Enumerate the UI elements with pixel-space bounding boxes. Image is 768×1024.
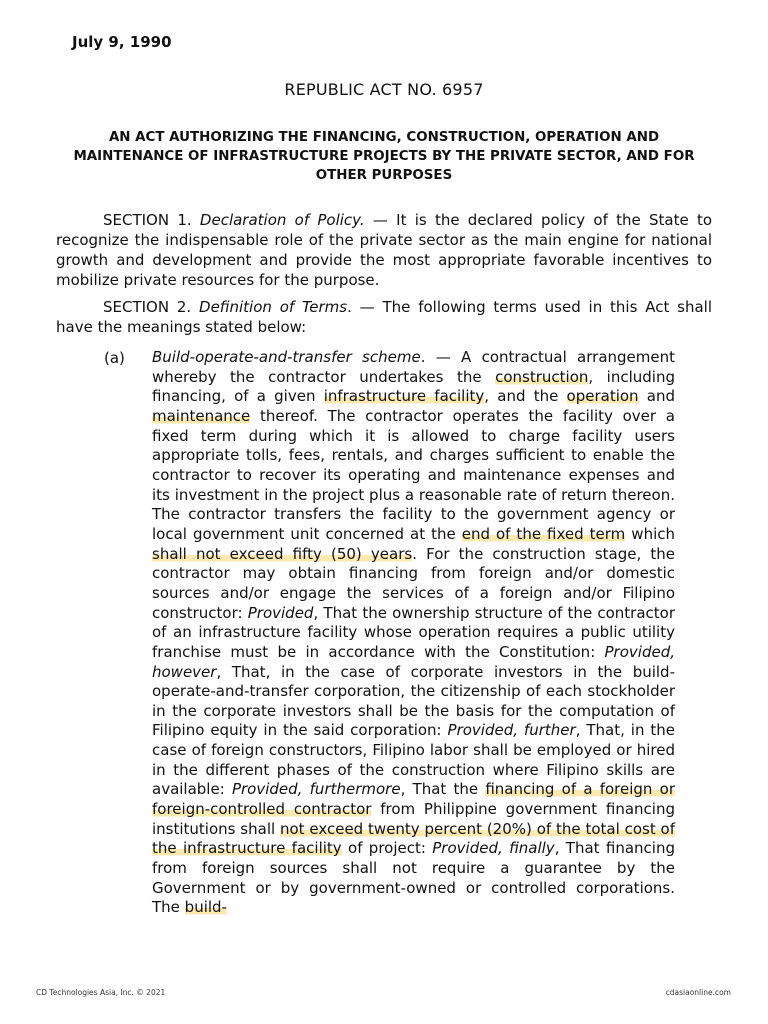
- item-a-text: from Philippine government financing institutions shall: [152, 800, 675, 838]
- section-2-label: SECTION 2.: [103, 298, 192, 316]
- section-1: [56, 210, 712, 290]
- item-a-emphasis: Provided, finally: [432, 839, 555, 858]
- item-a-highlight: maintenance: [152, 406, 251, 425]
- item-a-emphasis: Provided, furthermore: [231, 780, 401, 799]
- item-a-text: , That the: [400, 780, 486, 799]
- item-a-highlight: end of the fixed term: [461, 524, 626, 543]
- item-a-text: thereof. The contractor operates the facility over a fixed term during which it is allowed to charge facility users appropriate tolls, fees, rentals, and charges sufficient to enable the contractor to recover its operating and maintenance expenses and its investment in the project plus a reasonable rate of return thereon. The contractor transfers the facility to the government agency or local government unit concerned at the: [152, 406, 675, 543]
- section-2: [56, 297, 712, 337]
- footer-website: cdasiaonline.com: [665, 988, 731, 997]
- item-a-text: , That financing from foreign sources shall not require a guarantee by the Government or by government-owned or controlled corporations. The: [152, 839, 675, 917]
- item-a-highlight: shall not exceed fifty (50) years: [152, 544, 413, 563]
- item-a-text: and: [638, 387, 675, 406]
- item-a-label: (a): [104, 349, 125, 367]
- item-a-highlight: construction: [495, 367, 589, 386]
- item-a-text: , and the: [484, 387, 567, 406]
- item-a-highlight: financing of a foreign or foreign-controlled contractor: [152, 780, 675, 819]
- item-a-emphasis: Provided: [247, 603, 314, 622]
- section-2-heading: Definition of Terms: [199, 298, 348, 316]
- item-a-text: , That, in the case of corporate investors in the build-operate-and-transfer corporation, the citizenship of each stockholder in the corporate investors shall be the basis for the computation of Filipino equity in the said corporation:: [152, 662, 675, 740]
- item-a-emphasis: Provided, however: [152, 642, 675, 681]
- item-a-text: , including financing, of a given: [152, 367, 675, 406]
- item-a-highlight: operation: [566, 387, 639, 406]
- item-a-highlight: build-: [184, 898, 227, 917]
- section-1-text: — It is the declared policy of the State to recognize the indispensable role of the private sector as the main engine for national growth and development and provide the most appropriate favorable incentives to mobilize private resources for the purpose.: [56, 211, 713, 289]
- footer-copyright: CD Technologies Asia, Inc. © 2021: [36, 988, 166, 997]
- item-a-highlight: infrastructure facility: [323, 387, 485, 406]
- item-a-emphasis: Build-operate-and-transfer scheme: [152, 348, 421, 366]
- item-a-text: , That, in the case of foreign constructors, Filipino labor shall be employed or hired in the different phases of the construction where Filipino skills are available:: [152, 721, 675, 799]
- section-1-heading: Declaration of Policy.: [199, 211, 365, 229]
- item-a-text: . — A contractual arrangement whereby the contractor undertakes the: [152, 348, 675, 386]
- item-a-body: [152, 348, 675, 918]
- item-a-emphasis: Provided, further: [447, 721, 576, 740]
- item-a-highlight: not exceed twenty percent (20%) of the total cost of the infrastructure facility: [152, 819, 675, 858]
- act-number: REPUBLIC ACT NO. 6957: [284, 80, 484, 99]
- item-a-text: which: [625, 524, 675, 543]
- section-2-text: . — The following terms used in this Act shall have the meanings stated below:: [56, 298, 712, 336]
- section-1-label: SECTION 1.: [103, 211, 192, 229]
- act-title: AN ACT AUTHORIZING THE FINANCING, CONSTRUCTION, OPERATION AND MAINTENANCE OF INFRASTRUCTURE PROJECTS BY THE PRIVATE SECTOR, AND FOR OTHER PURPOSES: [73, 130, 695, 183]
- item-a-text: of project:: [341, 839, 433, 858]
- item-a-text: . For the construction stage, the contractor may obtain financing from foreign and/or domestic sources and/or engage the services of a foreign and/or Filipino constructor:: [152, 544, 676, 622]
- document-date: July 9, 1990: [72, 33, 172, 51]
- item-a-text: , That the ownership structure of the contractor of an infrastructure facility whose operation requires a public utility franchise must be in accordance with the Constitution:: [152, 603, 675, 661]
